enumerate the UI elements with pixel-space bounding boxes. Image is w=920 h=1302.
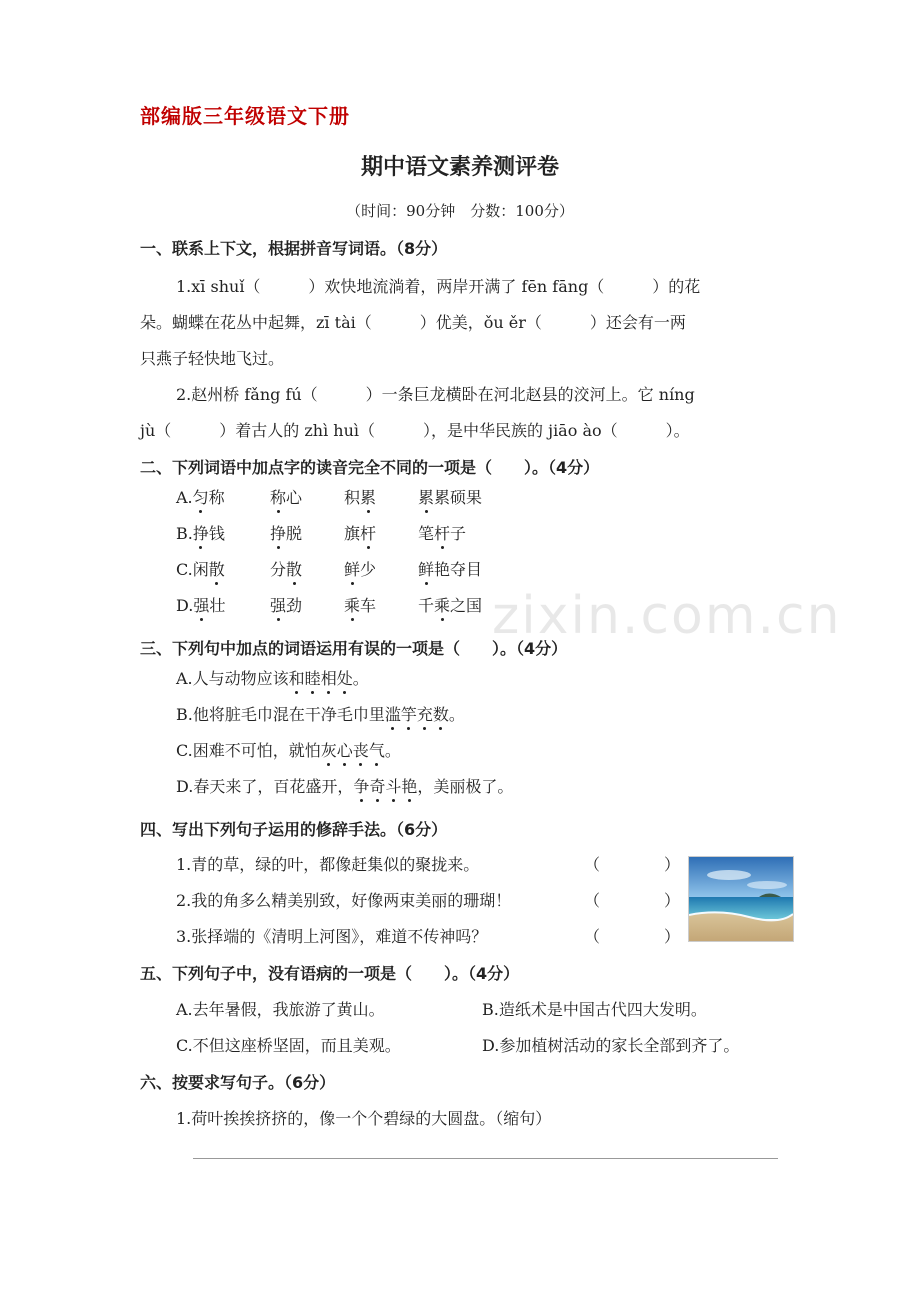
answer-line [193,1158,778,1159]
s2-d-3: 乘车 [344,596,377,615]
emphasis-char: 丧 [352,741,369,760]
s2-c-2: 分散 [270,560,303,579]
emphasis-char: 数 [432,705,449,724]
s2-b-1: B.挣钱 [176,524,225,543]
s3-option-d: D.春天来了，百花盛开，争奇斗艳，美丽极了。 [176,777,514,796]
s2-d-2: 强劲 [270,596,303,615]
s1-line-1: 1.xī shuǐ（ ）欢快地流淌着，两岸开满了 fēn fāng（ ）的花 [176,277,701,296]
s1-line-5: jù（ ）着古人的 zhì huì（ ），是中华民族的 jiāo ào（ ）。 [140,421,690,440]
s6-item-1: 1.荷叶挨挨挤挤的，像一个个碧绿的大圆盘。（缩句） [176,1109,552,1128]
section-6-heading: 六、按要求写句子。（6分） [140,1073,336,1092]
s5-option-c: C.不但这座桥坚固，而且美观。 [176,1036,401,1055]
emphasis-char: 和 [288,669,305,688]
s2-b-2: 挣脱 [270,524,303,543]
s2-c-3: 鲜少 [344,560,377,579]
section-5-heading: 五、下列句子中，没有语病的一项是（ ）。（4分） [140,964,520,983]
exam-title: 期中语文素养测评卷 [360,154,559,180]
series-brand: 部编版三年级语文下册 [140,104,350,128]
s1-line-3: 只燕子轻快地飞过。 [140,349,285,368]
section-2-heading: 二、下列词语中加点字的读音完全不同的一项是（ ）。（4分） [140,458,600,477]
emphasis-char: 充 [416,705,433,724]
s3-option-b: B.他将脏毛巾混在干净毛巾里滥竽充数。 [176,705,465,724]
exam-meta: （时间：90分钟 分数：100分） [346,202,574,220]
emphasis-char: 争 [353,777,370,796]
s4-answer-blank-3: （ ） [584,927,681,946]
emphasis-char: 艳 [401,777,418,796]
s2-b-3: 旗杆 [344,524,377,543]
emphasis-char: 睦 [304,669,321,688]
s2-a-2: 称心 [270,488,303,507]
s2-a-3: 积累 [344,488,377,507]
s2-c-4: 鲜艳夺目 [418,560,483,579]
emphasis-char: 灰 [320,741,337,760]
section-4-heading: 四、写出下列句子运用的修辞手法。（6分） [140,820,448,839]
s2-d-4: 千乘之国 [418,596,483,615]
s4-item-1: 1.青的草，绿的叶，都像赶集似的聚拢来。 [176,855,480,874]
emphasis-char: 心 [336,741,353,760]
s3-option-a: A.人与动物应该和睦相处。 [176,669,369,688]
s2-a-4: 累累硕果 [418,488,483,507]
emphasis-char: 竽 [400,705,417,724]
s4-item-3: 3.张择端的《清明上河图》，难道不传神吗？ [176,927,488,946]
s4-answer-blank-2: （ ） [584,891,681,910]
emphasis-char: 奇 [369,777,386,796]
watermark: zixin.com.cn [492,586,842,646]
s5-option-d: D.参加植树活动的家长全部到齐了。 [482,1036,740,1055]
emphasis-char: 滥 [384,705,401,724]
s5-option-b: B.造纸术是中国古代四大发明。 [482,1000,707,1019]
s2-c-1: C.闲散 [176,560,225,579]
s2-b-4: 笔杆子 [418,524,467,543]
section-1-heading: 一、联系上下文，根据拼音写词语。（8分） [140,239,448,258]
s5-option-a: A.去年暑假，我旅游了黄山。 [176,1000,385,1019]
s4-answer-blank-1: （ ） [584,855,681,874]
section-3-heading: 三、下列句中加点的词语运用有误的一项是（ ）。（4分） [140,639,568,658]
emphasis-char: 相 [320,669,337,688]
emphasis-char: 气 [368,741,385,760]
emphasis-char: 斗 [385,777,402,796]
s2-a-1: A.匀称 [176,488,225,507]
s1-line-2: 朵。蝴蝶在花丛中起舞，zī tài（ ）优美，ǒu ěr（ ）还会有一两 [140,313,686,332]
s4-item-2: 2.我的角多么精美别致，好像两束美丽的珊瑚！ [176,891,512,910]
s3-option-c: C.困难不可怕，就怕灰心丧气。 [176,741,401,760]
s2-d-1: D.强壮 [176,596,226,615]
beach-photo [688,856,794,942]
emphasis-char: 处 [336,669,353,688]
s1-line-4: 2.赵州桥 fǎng fú（ ）一条巨龙横卧在河北赵县的洨河上。它 níng [176,385,695,404]
